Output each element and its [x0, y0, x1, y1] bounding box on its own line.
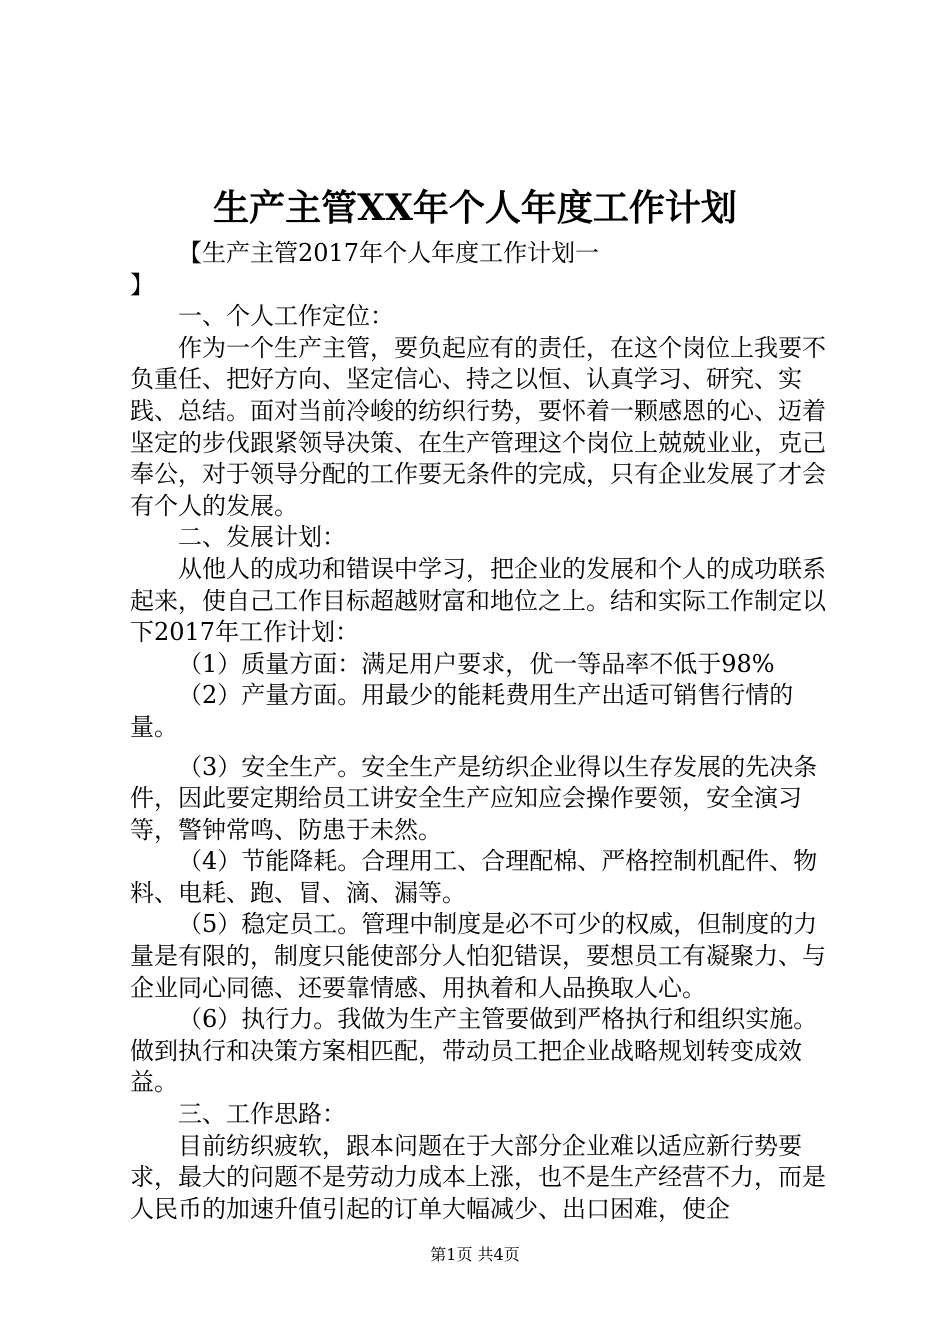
- section-heading-3: 三、工作思路：: [178, 1100, 346, 1129]
- document-title: 生产主管XX年个人年度工作计划: [213, 187, 737, 229]
- body-paragraph: 作为一个生产主管，要负起应有的责任，在这个岗位上我要不负重任、把好方向、坚定信心、持之以恒、认真学习、研究、实践、总结。面对当前冷峻的纺织行势，要怀着一颗感恩的心、迈着坚定的步伐跟紧领导决策、在生产管理这个岗位上兢兢业业，克己奉公，对于领导分配的工作要无条件的完成，只有企业发展了才会有个人的发展。: [130, 333, 826, 520]
- plan-item-5: （5）稳定员工。管理中制度是必不可少的权威，但制度的力量是有限的，制度只能使部分人怕犯错误，要想员工有凝聚力、与企业同心同德、还要靠情感、用执着和人品换取人心。: [130, 910, 826, 1002]
- page-number-footer: 第1页 共4页: [430, 1245, 520, 1264]
- plan-item-2: （2）产量方面。用最少的能耗费用生产出适可销售行情的量。: [130, 681, 794, 741]
- body-paragraph: 目前纺织疲软，跟本问题在于大部分企业难以适应新行势要求，最大的问题不是劳动力成本上涨，也不是生产经营不力，而是人民币的加速升值引起的订单大幅减少、出口困难，使企: [130, 1131, 826, 1223]
- section-heading-1: 一、个人工作定位：: [178, 302, 394, 331]
- plan-item-6: （6）执行力。我做为生产主管要做到严格执行和组织实施。做到执行和决策方案相匹配，带动员工把企业战略规划转变成效益。: [130, 1005, 818, 1097]
- plan-item-4: （4）节能降耗。合理用工、合理配棉、严格控制机配件、物料、电耗、跑、冒、滴、漏等。: [130, 847, 818, 907]
- plan-item-1: （1）质量方面：满足用户要求，优一等品率不低于98%: [178, 649, 775, 678]
- document-body: [130, 238, 830, 1225]
- section-heading-2: 二、发展计划：: [178, 523, 346, 552]
- plan-item-3: （3）安全生产。安全生产是纺织企业得以生存发展的先决条件，因此要定期给员工讲安全生产应知应会操作要领，安全演习等，警钟常鸣、防患于未然。: [130, 752, 818, 844]
- body-paragraph: 从他人的成功和错误中学习，把企业的发展和个人的成功联系起来，使自己工作目标超越财富和地位之上。结和实际工作制定以下2017年工作计划：: [130, 554, 826, 647]
- subtitle-paragraph: 【生产主管2017年个人年度工作计划一 】: [130, 239, 600, 299]
